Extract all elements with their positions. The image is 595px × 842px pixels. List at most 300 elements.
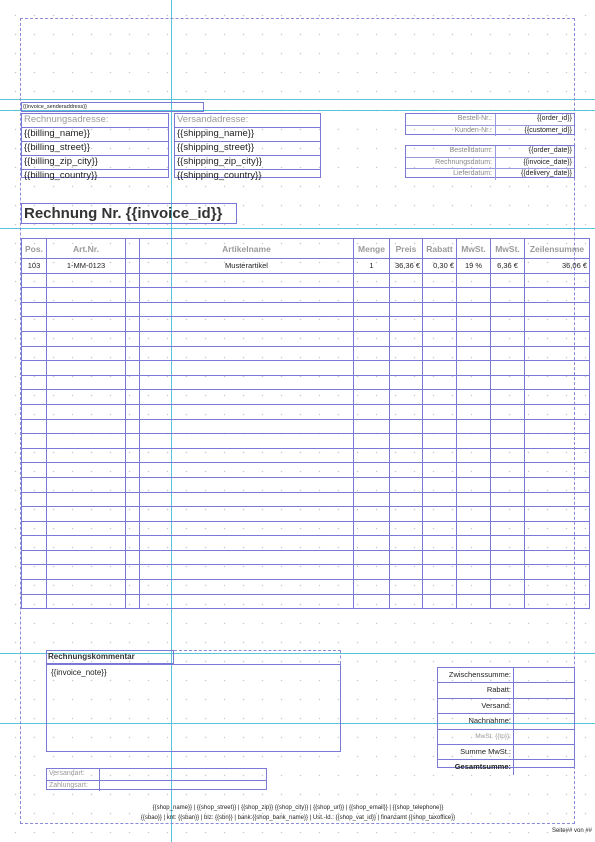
empty-cell[interactable] <box>423 404 457 419</box>
cell-price[interactable]: 36,36 € <box>390 259 423 274</box>
empty-cell[interactable] <box>47 419 126 434</box>
empty-cell[interactable] <box>457 302 491 317</box>
empty-cell[interactable] <box>457 375 491 390</box>
empty-cell[interactable] <box>354 448 390 463</box>
empty-cell[interactable] <box>140 434 354 449</box>
empty-cell[interactable] <box>491 434 525 449</box>
empty-cell[interactable] <box>457 448 491 463</box>
empty-cell[interactable] <box>491 565 525 580</box>
empty-cell[interactable] <box>457 390 491 405</box>
empty-cell[interactable] <box>22 594 47 609</box>
empty-cell[interactable] <box>47 521 126 536</box>
empty-table-row[interactable] <box>22 317 590 332</box>
empty-cell[interactable] <box>491 492 525 507</box>
empty-cell[interactable] <box>22 375 47 390</box>
empty-cell[interactable] <box>126 404 140 419</box>
cell-discount[interactable]: 0,30 € <box>423 259 457 274</box>
empty-cell[interactable] <box>457 477 491 492</box>
empty-cell[interactable] <box>390 536 423 551</box>
billing-street-field[interactable]: {{billing_street}} <box>22 142 168 156</box>
empty-cell[interactable] <box>525 331 590 346</box>
empty-cell[interactable] <box>47 331 126 346</box>
empty-cell[interactable] <box>423 434 457 449</box>
empty-cell[interactable] <box>525 273 590 288</box>
sender-address-field[interactable]: {{invoice_senderaddress}} <box>21 102 204 112</box>
empty-cell[interactable] <box>47 434 126 449</box>
empty-cell[interactable] <box>390 521 423 536</box>
empty-cell[interactable] <box>354 550 390 565</box>
empty-cell[interactable] <box>354 419 390 434</box>
empty-cell[interactable] <box>140 302 354 317</box>
empty-cell[interactable] <box>491 288 525 303</box>
empty-cell[interactable] <box>354 317 390 332</box>
empty-cell[interactable] <box>491 419 525 434</box>
empty-cell[interactable] <box>22 448 47 463</box>
empty-cell[interactable] <box>140 375 354 390</box>
empty-cell[interactable] <box>354 390 390 405</box>
invoice-date-row[interactable] <box>406 158 574 170</box>
empty-cell[interactable] <box>22 550 47 565</box>
empty-cell[interactable] <box>126 521 140 536</box>
empty-cell[interactable] <box>390 594 423 609</box>
empty-cell[interactable] <box>22 463 47 478</box>
empty-cell[interactable] <box>354 463 390 478</box>
empty-cell[interactable] <box>140 477 354 492</box>
empty-cell[interactable] <box>457 521 491 536</box>
shipping-method-row[interactable] <box>47 769 266 781</box>
empty-cell[interactable] <box>140 492 354 507</box>
empty-cell[interactable] <box>126 390 140 405</box>
empty-cell[interactable] <box>423 331 457 346</box>
empty-table-row[interactable] <box>22 346 590 361</box>
empty-cell[interactable] <box>491 361 525 376</box>
empty-cell[interactable] <box>390 361 423 376</box>
empty-table-row[interactable] <box>22 361 590 376</box>
shipping-address-block[interactable] <box>174 113 321 181</box>
empty-table-row[interactable] <box>22 448 590 463</box>
cell-pos[interactable]: 103 <box>22 259 47 274</box>
empty-cell[interactable] <box>491 448 525 463</box>
empty-cell[interactable] <box>390 331 423 346</box>
empty-cell[interactable] <box>390 463 423 478</box>
empty-cell[interactable] <box>140 550 354 565</box>
empty-cell[interactable] <box>491 346 525 361</box>
empty-cell[interactable] <box>457 331 491 346</box>
empty-cell[interactable] <box>47 507 126 522</box>
cell-article-name[interactable]: Musterartikel <box>140 259 354 274</box>
empty-cell[interactable] <box>22 288 47 303</box>
empty-cell[interactable] <box>354 331 390 346</box>
empty-cell[interactable] <box>140 507 354 522</box>
empty-cell[interactable] <box>47 317 126 332</box>
delivery-date-row[interactable] <box>406 169 574 180</box>
empty-cell[interactable] <box>22 390 47 405</box>
empty-cell[interactable] <box>491 273 525 288</box>
empty-cell[interactable] <box>457 550 491 565</box>
empty-cell[interactable] <box>390 434 423 449</box>
empty-cell[interactable] <box>354 346 390 361</box>
empty-cell[interactable] <box>423 419 457 434</box>
empty-cell[interactable] <box>354 492 390 507</box>
empty-table-row[interactable] <box>22 434 590 449</box>
empty-cell[interactable] <box>126 448 140 463</box>
empty-cell[interactable] <box>47 288 126 303</box>
empty-cell[interactable] <box>457 507 491 522</box>
empty-cell[interactable] <box>491 390 525 405</box>
empty-cell[interactable] <box>423 317 457 332</box>
empty-table-row[interactable] <box>22 550 590 565</box>
empty-cell[interactable] <box>390 288 423 303</box>
order-date-row[interactable] <box>406 146 574 158</box>
empty-cell[interactable] <box>390 507 423 522</box>
empty-cell[interactable] <box>140 288 354 303</box>
order-number-value[interactable]: {{order_id}} <box>536 115 572 122</box>
empty-cell[interactable] <box>525 302 590 317</box>
invoice-note-field[interactable]: {{invoice_note}} <box>46 664 341 752</box>
empty-cell[interactable] <box>22 302 47 317</box>
empty-cell[interactable] <box>47 550 126 565</box>
empty-cell[interactable] <box>525 492 590 507</box>
empty-cell[interactable] <box>525 507 590 522</box>
empty-cell[interactable] <box>47 594 126 609</box>
empty-cell[interactable] <box>47 477 126 492</box>
empty-cell[interactable] <box>525 361 590 376</box>
empty-cell[interactable] <box>354 536 390 551</box>
empty-cell[interactable] <box>457 565 491 580</box>
empty-cell[interactable] <box>22 477 47 492</box>
empty-cell[interactable] <box>126 273 140 288</box>
empty-cell[interactable] <box>390 390 423 405</box>
empty-cell[interactable] <box>47 390 126 405</box>
empty-cell[interactable] <box>140 594 354 609</box>
empty-cell[interactable] <box>354 594 390 609</box>
empty-cell[interactable] <box>491 477 525 492</box>
empty-table-row[interactable] <box>22 463 590 478</box>
empty-cell[interactable] <box>22 361 47 376</box>
empty-cell[interactable] <box>525 404 590 419</box>
empty-cell[interactable] <box>390 565 423 580</box>
shipping-street-field[interactable]: {{shipping_street}} <box>175 142 320 156</box>
empty-table-row[interactable] <box>22 419 590 434</box>
empty-cell[interactable] <box>354 273 390 288</box>
cell-art-nr[interactable]: 1-MM-0123 <box>47 259 126 274</box>
empty-cell[interactable] <box>525 375 590 390</box>
cell-line-total[interactable]: 36,06 € <box>525 259 590 274</box>
empty-cell[interactable] <box>423 463 457 478</box>
empty-table-row[interactable] <box>22 507 590 522</box>
empty-cell[interactable] <box>47 346 126 361</box>
cell-vat-rate[interactable]: 19 % <box>457 259 491 274</box>
empty-cell[interactable] <box>126 302 140 317</box>
empty-cell[interactable] <box>354 361 390 376</box>
empty-cell[interactable] <box>126 492 140 507</box>
empty-table-row[interactable] <box>22 331 590 346</box>
shipping-zip-city-field[interactable]: {{shipping_zip_city}} <box>175 156 320 170</box>
order-meta-block-top[interactable] <box>405 113 575 135</box>
empty-cell[interactable] <box>126 317 140 332</box>
empty-cell[interactable] <box>525 580 590 595</box>
empty-cell[interactable] <box>457 536 491 551</box>
empty-cell[interactable] <box>126 477 140 492</box>
empty-cell[interactable] <box>423 361 457 376</box>
empty-table-row[interactable] <box>22 390 590 405</box>
empty-cell[interactable] <box>126 580 140 595</box>
empty-cell[interactable] <box>126 434 140 449</box>
empty-cell[interactable] <box>126 288 140 303</box>
empty-cell[interactable] <box>525 288 590 303</box>
empty-cell[interactable] <box>354 404 390 419</box>
empty-cell[interactable] <box>491 375 525 390</box>
customer-number-value[interactable]: {{customer_id}} <box>524 126 572 134</box>
empty-cell[interactable] <box>47 492 126 507</box>
items-table[interactable] <box>21 238 590 609</box>
totals-block[interactable] <box>437 667 575 772</box>
comment-heading[interactable]: Rechnungskommentar <box>46 650 174 664</box>
empty-cell[interactable] <box>354 288 390 303</box>
empty-cell[interactable] <box>47 565 126 580</box>
empty-cell[interactable] <box>47 448 126 463</box>
empty-cell[interactable] <box>525 448 590 463</box>
empty-cell[interactable] <box>423 448 457 463</box>
empty-cell[interactable] <box>390 419 423 434</box>
empty-cell[interactable] <box>22 434 47 449</box>
empty-cell[interactable] <box>47 536 126 551</box>
empty-cell[interactable] <box>22 492 47 507</box>
empty-cell[interactable] <box>457 492 491 507</box>
empty-cell[interactable] <box>423 594 457 609</box>
cod-row[interactable] <box>438 714 574 729</box>
empty-cell[interactable] <box>126 550 140 565</box>
empty-cell[interactable] <box>423 273 457 288</box>
empty-cell[interactable] <box>22 536 47 551</box>
cell-quantity[interactable]: 1 <box>354 259 390 274</box>
shipping-country-field[interactable]: {{shipping_country}} <box>177 170 262 181</box>
empty-cell[interactable] <box>457 463 491 478</box>
empty-table-row[interactable] <box>22 302 590 317</box>
empty-cell[interactable] <box>423 507 457 522</box>
empty-cell[interactable] <box>457 317 491 332</box>
subtotal-row[interactable] <box>438 668 574 683</box>
empty-cell[interactable] <box>22 419 47 434</box>
empty-cell[interactable] <box>525 419 590 434</box>
order-meta-block-dates[interactable] <box>405 145 575 178</box>
empty-cell[interactable] <box>457 361 491 376</box>
empty-cell[interactable] <box>126 346 140 361</box>
empty-cell[interactable] <box>390 317 423 332</box>
footer-shop-info[interactable]: {{shop_name}} | {{shop_street}} | {{shop_zip}} {{shop_city}} | {{shop_url}} | {{shop_email}} | {{shop_telephone}} <box>152 805 444 811</box>
empty-cell[interactable] <box>47 580 126 595</box>
empty-cell[interactable] <box>457 419 491 434</box>
empty-table-row[interactable] <box>22 521 590 536</box>
empty-cell[interactable] <box>423 375 457 390</box>
empty-cell[interactable] <box>423 521 457 536</box>
empty-cell[interactable] <box>423 346 457 361</box>
empty-cell[interactable] <box>47 463 126 478</box>
empty-table-row[interactable] <box>22 536 590 551</box>
vat-rate-row[interactable] <box>438 730 574 745</box>
footer-bank-info[interactable]: {{sbao}} | knt: {{sban}} | blz: {{sbn}} | bank:{{shop_bank_name}} | Ust.-Id.: {{shop_vat_id}} | finanzamt {{shop_taxoffice}} <box>140 815 456 821</box>
cell-vat-amount[interactable]: 6,36 € <box>491 259 525 274</box>
empty-cell[interactable] <box>491 507 525 522</box>
billing-country-field[interactable]: {{billing_country}} <box>24 170 98 181</box>
empty-cell[interactable] <box>22 346 47 361</box>
empty-cell[interactable] <box>423 477 457 492</box>
empty-cell[interactable] <box>390 492 423 507</box>
empty-cell[interactable] <box>22 565 47 580</box>
empty-cell[interactable] <box>491 317 525 332</box>
vat-sum-row[interactable] <box>438 745 574 760</box>
empty-cell[interactable] <box>140 419 354 434</box>
empty-cell[interactable] <box>423 536 457 551</box>
empty-cell[interactable] <box>491 580 525 595</box>
empty-cell[interactable] <box>423 288 457 303</box>
empty-table-row[interactable] <box>22 375 590 390</box>
empty-cell[interactable] <box>47 361 126 376</box>
empty-table-row[interactable] <box>22 273 590 288</box>
empty-cell[interactable] <box>390 346 423 361</box>
empty-cell[interactable] <box>423 390 457 405</box>
discount-row[interactable] <box>438 683 574 698</box>
empty-cell[interactable] <box>390 448 423 463</box>
empty-cell[interactable] <box>390 302 423 317</box>
empty-cell[interactable] <box>22 580 47 595</box>
empty-cell[interactable] <box>491 463 525 478</box>
page-number[interactable]: Seite## von ## <box>551 828 592 834</box>
empty-cell[interactable] <box>390 477 423 492</box>
empty-cell[interactable] <box>525 317 590 332</box>
empty-cell[interactable] <box>126 331 140 346</box>
empty-cell[interactable] <box>457 580 491 595</box>
empty-cell[interactable] <box>22 317 47 332</box>
empty-cell[interactable] <box>525 390 590 405</box>
empty-cell[interactable] <box>423 492 457 507</box>
empty-cell[interactable] <box>491 594 525 609</box>
shipping-payment-block[interactable] <box>46 768 267 790</box>
empty-cell[interactable] <box>22 521 47 536</box>
empty-cell[interactable] <box>140 361 354 376</box>
empty-cell[interactable] <box>354 375 390 390</box>
empty-cell[interactable] <box>390 580 423 595</box>
empty-cell[interactable] <box>354 302 390 317</box>
empty-cell[interactable] <box>140 536 354 551</box>
empty-cell[interactable] <box>140 331 354 346</box>
empty-cell[interactable] <box>423 565 457 580</box>
empty-cell[interactable] <box>354 507 390 522</box>
empty-cell[interactable] <box>140 404 354 419</box>
empty-cell[interactable] <box>525 521 590 536</box>
empty-cell[interactable] <box>47 302 126 317</box>
empty-cell[interactable] <box>457 273 491 288</box>
cell-blank[interactable] <box>126 259 140 274</box>
empty-cell[interactable] <box>140 448 354 463</box>
table-row[interactable] <box>22 259 590 274</box>
empty-cell[interactable] <box>354 580 390 595</box>
empty-cell[interactable] <box>390 375 423 390</box>
empty-table-row[interactable] <box>22 492 590 507</box>
customer-number-row[interactable] <box>406 126 574 137</box>
billing-address-block[interactable] <box>21 113 169 181</box>
empty-table-row[interactable] <box>22 594 590 609</box>
empty-cell[interactable] <box>126 536 140 551</box>
empty-cell[interactable] <box>491 521 525 536</box>
empty-cell[interactable] <box>22 404 47 419</box>
empty-cell[interactable] <box>126 419 140 434</box>
empty-cell[interactable] <box>525 550 590 565</box>
empty-cell[interactable] <box>140 463 354 478</box>
empty-cell[interactable] <box>126 594 140 609</box>
empty-cell[interactable] <box>457 404 491 419</box>
empty-cell[interactable] <box>22 331 47 346</box>
invoice-date-value[interactable]: {{invoice_date}} <box>523 158 572 166</box>
billing-name-field[interactable]: {{billing_name}} <box>22 128 168 142</box>
empty-table-row[interactable] <box>22 565 590 580</box>
empty-cell[interactable] <box>47 404 126 419</box>
empty-cell[interactable] <box>126 463 140 478</box>
empty-cell[interactable] <box>457 594 491 609</box>
empty-cell[interactable] <box>525 565 590 580</box>
empty-cell[interactable] <box>457 434 491 449</box>
empty-cell[interactable] <box>126 565 140 580</box>
empty-cell[interactable] <box>126 375 140 390</box>
empty-cell[interactable] <box>525 434 590 449</box>
empty-cell[interactable] <box>354 477 390 492</box>
empty-cell[interactable] <box>140 346 354 361</box>
empty-cell[interactable] <box>491 550 525 565</box>
empty-cell[interactable] <box>47 273 126 288</box>
empty-cell[interactable] <box>491 331 525 346</box>
empty-table-row[interactable] <box>22 477 590 492</box>
empty-cell[interactable] <box>491 302 525 317</box>
empty-cell[interactable] <box>423 550 457 565</box>
empty-cell[interactable] <box>423 580 457 595</box>
empty-cell[interactable] <box>354 434 390 449</box>
empty-cell[interactable] <box>525 477 590 492</box>
empty-cell[interactable] <box>22 507 47 522</box>
empty-cell[interactable] <box>140 580 354 595</box>
order-date-value[interactable]: {{order_date}} <box>528 147 572 154</box>
empty-cell[interactable] <box>140 565 354 580</box>
empty-cell[interactable] <box>126 361 140 376</box>
empty-cell[interactable] <box>47 375 126 390</box>
empty-cell[interactable] <box>390 404 423 419</box>
empty-cell[interactable] <box>354 565 390 580</box>
empty-cell[interactable] <box>140 273 354 288</box>
payment-method-row[interactable] <box>47 781 266 792</box>
empty-cell[interactable] <box>423 302 457 317</box>
empty-table-row[interactable] <box>22 404 590 419</box>
empty-cell[interactable] <box>390 273 423 288</box>
empty-cell[interactable] <box>525 594 590 609</box>
billing-zip-city-field[interactable]: {{billing_zip_city}} <box>22 156 168 170</box>
empty-cell[interactable] <box>525 346 590 361</box>
empty-cell[interactable] <box>22 273 47 288</box>
shipping-cost-row[interactable] <box>438 699 574 714</box>
empty-cell[interactable] <box>140 317 354 332</box>
delivery-date-value[interactable]: {{delivery_date}} <box>521 170 572 177</box>
empty-cell[interactable] <box>140 521 354 536</box>
empty-cell[interactable] <box>525 463 590 478</box>
empty-table-row[interactable] <box>22 580 590 595</box>
empty-cell[interactable] <box>126 507 140 522</box>
empty-cell[interactable] <box>457 288 491 303</box>
empty-cell[interactable] <box>390 550 423 565</box>
empty-cell[interactable] <box>140 390 354 405</box>
empty-cell[interactable] <box>354 521 390 536</box>
empty-cell[interactable] <box>525 536 590 551</box>
empty-cell[interactable] <box>457 346 491 361</box>
invoice-title[interactable]: Rechnung Nr. {{invoice_id}} <box>21 203 237 224</box>
shipping-name-field[interactable]: {{shipping_name}} <box>175 128 320 142</box>
